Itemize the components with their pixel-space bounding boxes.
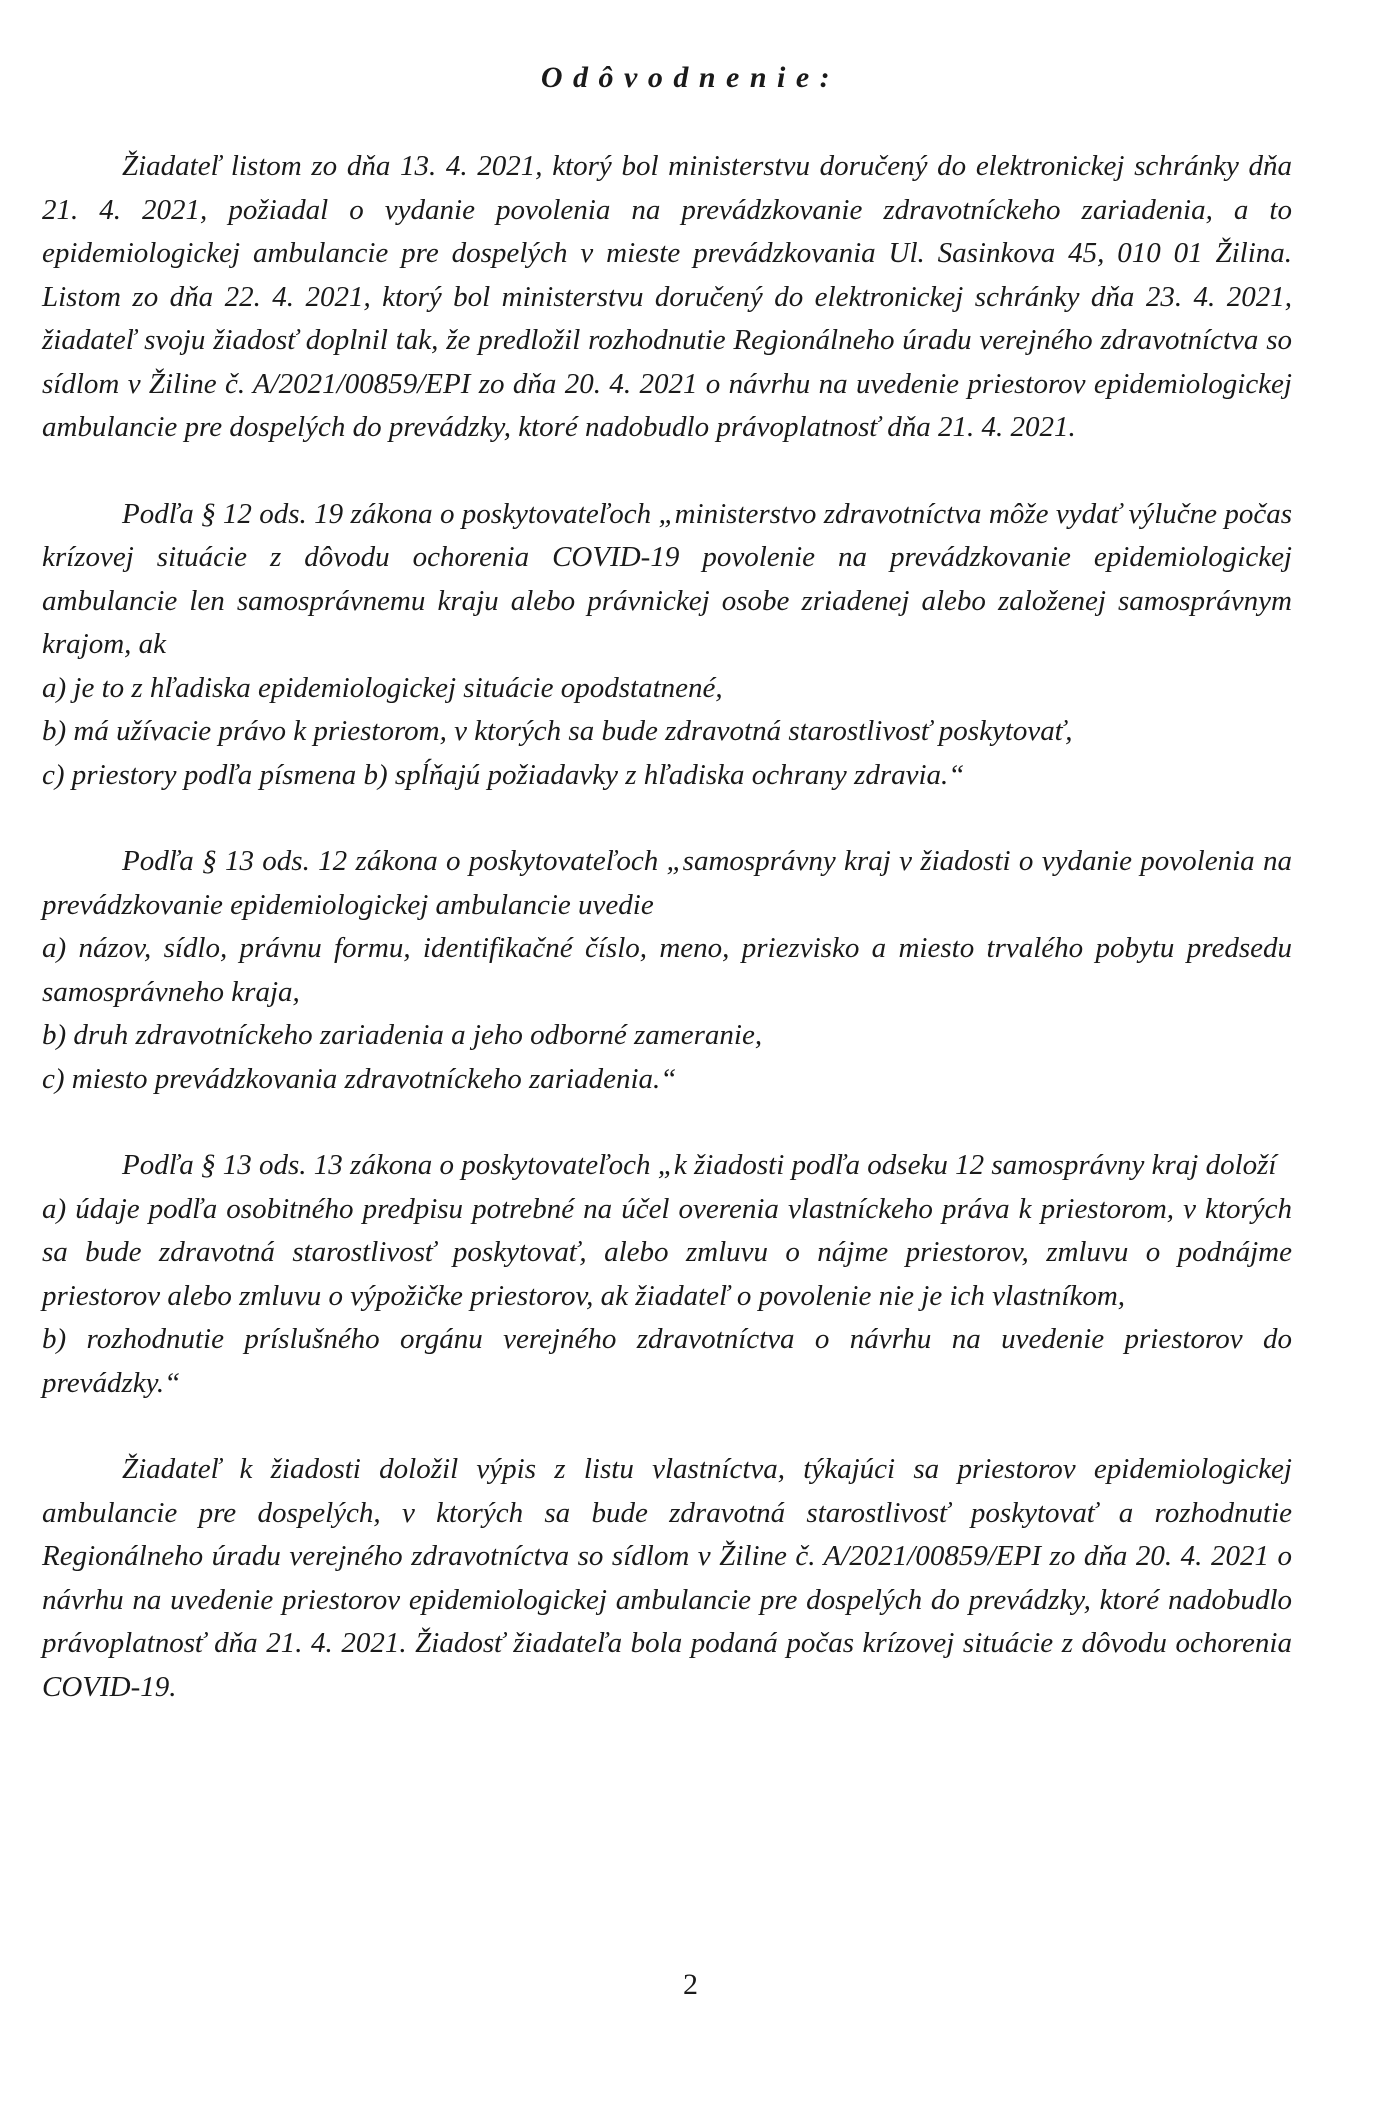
paragraph-text: Žiadateľ listom zo dňa 13. 4. 2021, ktorý bol ministerstvu doručený do elektronickej schránky dňa 21. 4. 2021, požiadal o vydanie povolenia na prevádzkovanie zdravotníckeho zariadenia, a to epidemiologickej ambulancie pre dospelých v mieste prevádzkovania Ul. Sasinkova 45, 010 01 Žilina. Listom zo dňa 22. 4. 2021, ktorý bol ministerstvu doručený do elektronickej schránky dňa 23. 4. 2021, žiadateľ svoju žiadosť doplnil tak, že predložil rozhodnutie Regionálneho úradu verejného zdravotníctva so sídlom v Žiline č. A/2021/00859/EPI zo dňa 20. 4. 2021 o návrhu na uvedenie priestorov epidemiologickej ambulancie pre dospelých do prevádzky, ktoré nadobudlo právoplatnosť dňa 21. 4. 2021.	[42, 150, 1292, 443]
paragraph-applicant-documents	[42, 1448, 1292, 1709]
page-number: 2	[683, 1968, 698, 2001]
list-item: b) druh zdravotníckeho zariadenia a jeho odborné zameranie,	[42, 1019, 763, 1051]
list-item: c) miesto prevádzkovania zdravotníckeho zariadenia.“	[42, 1062, 677, 1095]
paragraph-intro: Podľa § 13 ods. 13 zákona o poskytovateľoch „k žiadosti podľa odseku 12 samosprávny kraj doloží	[122, 1149, 1277, 1181]
paragraph-intro: Podľa § 12 ods. 19 zákona o poskytovateľoch „ministerstvo zdravotníctva môže vydať výlučne počas krízovej situácie z dôvodu ochorenia COVID-19 povolenie na prevádzkovanie epidemiologickej ambulancie len samosprávnemu kraju alebo právnickej osobe zriadenej alebo založenej samosprávnym krajom, ak	[42, 497, 1292, 660]
list-item: a) názov, sídlo, právnu formu, identifikačné číslo, meno, priezvisko a miesto trvalého pobytu predsedu samosprávneho kraja,	[42, 932, 1292, 1008]
list-item: b) rozhodnutie príslušného orgánu verejného zdravotníctva o návrhu na uvedenie priestorov do prevádzky.“	[42, 1323, 1292, 1399]
paragraph-text: Žiadateľ k žiadosti doložil výpis z listu vlastníctva, týkajúci sa priestorov epidemiologickej ambulancie pre dospelých, v ktorých sa bude zdravotná starostlivosť poskytovať a rozhodnutie Regionálneho úradu verejného zdravotníctva so sídlom v Žiline č. A/2021/00859/EPI zo dňa 20. 4. 2021 o návrhu na uvedenie priestorov epidemiologickej ambulancie pre dospelých do prevádzky, ktoré nadobudlo právoplatnosť dňa 21. 4. 2021. Žiadosť žiadateľa bola podaná počas krízovej situácie z dôvodu ochorenia COVID-19.	[42, 1453, 1292, 1703]
document-body	[42, 145, 1292, 1752]
list-item: a) údaje podľa osobitného predpisu potrebné na účel overenia vlastníckeho práva k priestorom, v ktorých sa bude zdravotná starostlivosť poskytovať, alebo zmluvu o nájme priestorov, zmluvu o podnájme priestorov alebo zmluvu o výpožičke priestorov, ak žiadateľ o povolenie nie je ich vlastníkom,	[42, 1192, 1292, 1312]
paragraph-section-13-12	[42, 840, 1292, 1101]
paragraph-intro: Podľa § 13 ods. 12 zákona o poskytovateľoch „samosprávny kraj v žiadosti o vydanie povolenia na prevádzkovanie epidemiologickej ambulancie uvedie	[42, 845, 1292, 921]
paragraph-request-summary	[42, 145, 1292, 450]
list-item: a) je to z hľadiska epidemiologickej situácie opodstatnené,	[42, 671, 723, 704]
paragraph-section-12-19	[42, 493, 1292, 798]
paragraph-section-13-13	[42, 1144, 1292, 1405]
list-item: c) priestory podľa písmena b) spĺňajú požiadavky z hľadiska ochrany zdravia.“	[42, 758, 965, 791]
section-heading: Odôvodnenie:	[540, 61, 841, 94]
list-item: b) má užívacie právo k priestorom, v ktorých sa bude zdravotná starostlivosť poskytovať,	[42, 715, 1073, 747]
